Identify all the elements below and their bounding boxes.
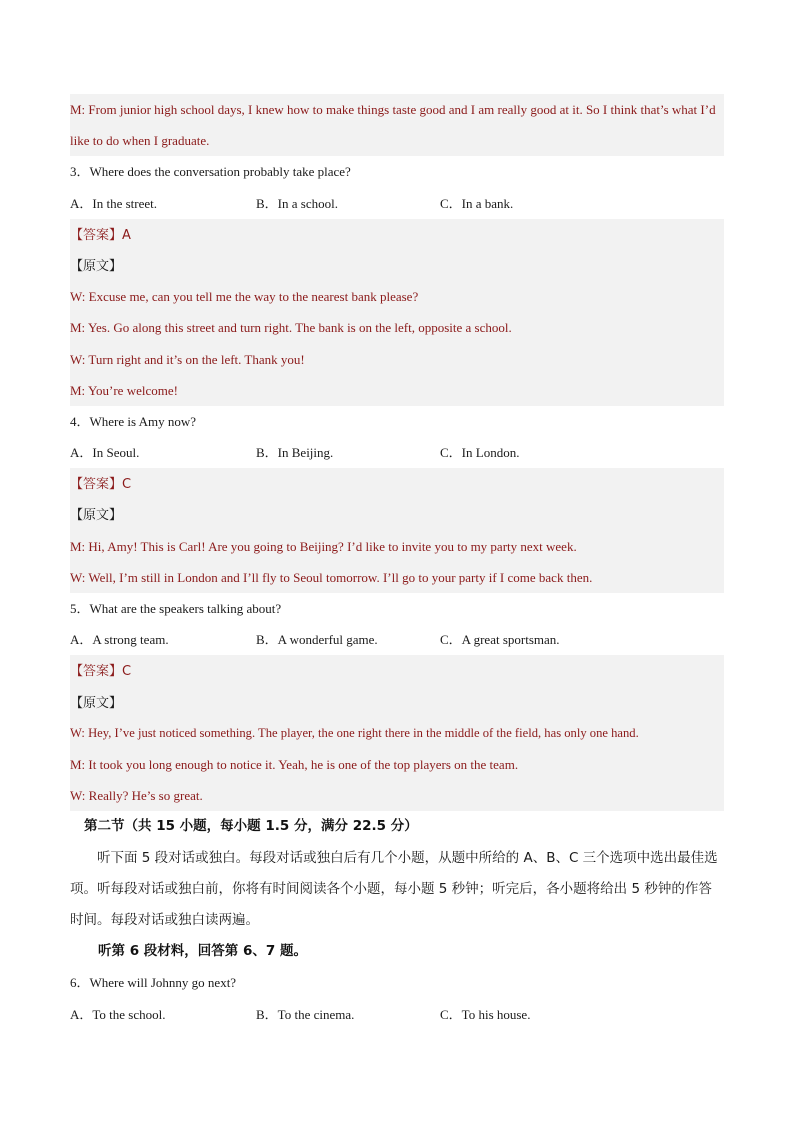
question-stem: 6．Where will Johnny go next?	[70, 975, 237, 991]
transcript-label: 【原文】	[70, 250, 724, 281]
transcript-line: M: Yes. Go along this street and turn right. The bank is on the left, opposite a school.	[70, 312, 724, 343]
question-options	[70, 999, 724, 1030]
option-c: C．In London.	[440, 445, 520, 461]
material-heading: 听第 6 段材料，回答第 6、7 题。	[98, 943, 307, 960]
question-stem: 3．Where does the conversation probably take place?	[70, 164, 351, 180]
transcript-line: W: Turn right and it’s on the left. Thank you!	[70, 344, 724, 375]
q2-transcript-line: M: From junior high school days, I knew how to make things taste good and I am really good at it. So I think that’s what I’d like to do when I graduate.	[70, 94, 724, 156]
answer-line: 【答案】C	[70, 655, 724, 686]
transcript-line: M: You’re welcome!	[70, 375, 724, 406]
option-a: A．A strong team.	[70, 632, 169, 648]
transcript-line: M: Hi, Amy! This is Carl! Are you going to Beijing? I’d like to invite you to my party next week.	[70, 531, 724, 562]
option-a: A．In Seoul.	[70, 445, 140, 461]
question-stem: 4．Where is Amy now?	[70, 413, 197, 429]
transcript-line: W: Really? He’s so great.	[70, 780, 724, 811]
transcript-line: W: Hey, I’ve just noticed something. The player, the one right there in the middle of the field, has only one hand.	[70, 718, 724, 749]
section-heading: 第二节（共 15 小题，每小题 1.5 分，满分 22.5 分）	[84, 818, 418, 835]
section-instructions: 听下面 5 段对话或独白。每段对话或独白后有几个小题，从题中所给的 A、B、C 三个选项中选出最佳选项。听每段对话或独白前，你将有时间阅读各个小题，每小题 5 秒钟；听完后，各小题将给出 5 秒钟的作答时间。每段对话或独白读两遍。	[70, 849, 718, 928]
option-c: C．A great sportsman.	[440, 632, 560, 648]
transcript-line: M: It took you long enough to notice it. Yeah, he is one of the top players on the team.	[70, 749, 724, 780]
option-b: B．In a school.	[256, 195, 338, 211]
transcript-label: 【原文】	[70, 499, 724, 530]
option-b: B．In Beijing.	[256, 445, 334, 461]
question-options	[70, 437, 724, 468]
option-a: A．In the street.	[70, 195, 158, 211]
document-page	[70, 94, 724, 1030]
option-c: C．In a bank.	[440, 195, 514, 211]
option-b: B．A wonderful game.	[256, 632, 378, 648]
question-options	[70, 624, 724, 655]
transcript-label: 【原文】	[70, 687, 724, 718]
transcript-line: W: Excuse me, can you tell me the way to the nearest bank please?	[70, 281, 724, 312]
question-options	[70, 188, 724, 219]
transcript-line: W: Well, I’m still in London and I’ll fly to Seoul tomorrow. I’ll go to your party if I come back then.	[70, 562, 724, 593]
option-c: C．To his house.	[440, 1006, 531, 1022]
question-stem: 5．What are the speakers talking about?	[70, 601, 282, 617]
answer-line: 【答案】A	[70, 219, 724, 250]
answer-line: 【答案】C	[70, 468, 724, 499]
option-a: A．To the school.	[70, 1006, 166, 1022]
option-b: B．To the cinema.	[256, 1006, 355, 1022]
